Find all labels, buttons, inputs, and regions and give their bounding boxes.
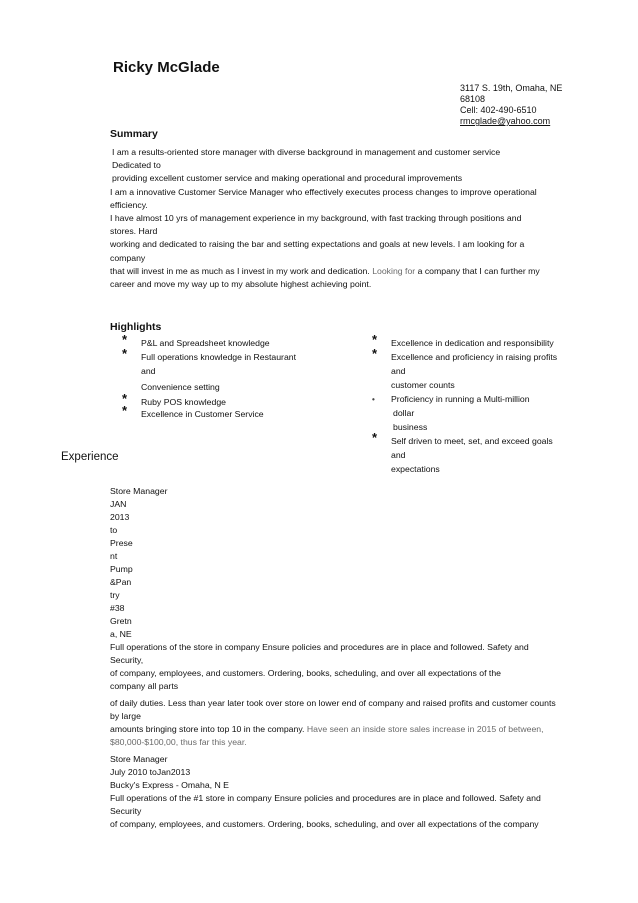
summary-text-grey: Looking for xyxy=(372,265,416,276)
job-header-line: JAN xyxy=(110,499,127,509)
job-desc-line: of company, employees, and customers. Ordering, books, scheduling, and over all expectations of the company xyxy=(110,819,539,829)
contact-block xyxy=(460,83,562,127)
highlight-continuation: Convenience setting xyxy=(141,382,220,392)
highlight-continuation: business xyxy=(393,422,428,432)
job-desc-text: amounts bringing store into top 10 in the company. xyxy=(110,724,307,734)
job-desc-text-grey: Have seen an inside store sales increase in 2015 of between, xyxy=(306,724,544,734)
job-desc-line: of daily duties. Less than year later took over store on lower end of company and raised profits and customer counts xyxy=(110,698,556,708)
highlight-text: Excellence and proficiency in raising profits xyxy=(391,352,558,362)
summary-line: efficiency. xyxy=(110,199,148,210)
job-desc-line: of company, employees, and customers. Ordering, books, scheduling, and over all expectations of the xyxy=(110,668,501,678)
job-desc-line: Security, xyxy=(110,655,144,665)
email-link[interactable]: rmcglade@yahoo.com xyxy=(460,116,551,126)
job-desc-line: Security xyxy=(110,806,142,816)
job-header-line: nt xyxy=(110,551,118,561)
summary-section xyxy=(110,146,580,291)
bullet-dot-icon: • xyxy=(372,395,375,404)
job-header-line: try xyxy=(110,590,120,600)
highlight-text: Full operations knowledge in Restaurant xyxy=(141,352,297,362)
highlight-continuation: expectations xyxy=(391,464,440,474)
job-entry-1 xyxy=(110,485,580,749)
job-header-line: Gretn xyxy=(110,616,132,626)
job-header-line: a, NE xyxy=(110,629,132,639)
experience-heading: Experience xyxy=(61,451,119,463)
highlight-item xyxy=(122,346,342,364)
job-header-line: Store Manager xyxy=(110,486,168,496)
highlight-text: Proficiency in running a Multi-million xyxy=(391,394,530,404)
job-header-line: Prese xyxy=(110,538,133,548)
highlights-left-column xyxy=(122,332,342,420)
job-desc-line: by large xyxy=(110,711,141,721)
highlight-item xyxy=(372,430,592,448)
summary-line: I have almost 10 yrs of management experience in my background, with fast tracking through positions and xyxy=(110,213,522,224)
highlight-continuation: and xyxy=(391,450,406,460)
highlight-item xyxy=(122,332,342,350)
highlights-heading: Highlights xyxy=(110,321,162,333)
job-desc-line: Full operations of the #1 store in company Ensure policies and procedures are in place and followed. Safety and xyxy=(110,793,541,803)
summary-heading: Summary xyxy=(110,128,158,140)
summary-text: a company that I can further my xyxy=(415,265,540,276)
job-desc-line: company all parts xyxy=(110,681,179,691)
highlight-item xyxy=(122,403,342,420)
bullet-star-icon: * xyxy=(122,346,128,361)
highlight-text: P&L and Spreadsheet knowledge xyxy=(141,338,270,348)
bullet-star-icon: * xyxy=(372,346,378,361)
address-line-2: 68108 xyxy=(460,94,486,104)
summary-line: I am a innovative Customer Service Manager who effectively executes process changes to improve operational xyxy=(110,186,537,197)
summary-line: career and move my way up to my absolute highest achieving point. xyxy=(110,279,372,290)
bullet-star-icon: * xyxy=(372,430,378,445)
highlight-text: Ruby POS knowledge xyxy=(141,397,226,407)
bullet-star-icon: * xyxy=(372,332,378,347)
job-header-line: to xyxy=(110,525,118,535)
highlight-item xyxy=(372,332,592,350)
highlight-item xyxy=(122,391,342,408)
highlight-continuation: and xyxy=(391,366,406,376)
job-header-line: Pump xyxy=(110,564,133,574)
summary-line: providing excellent customer service and making operational and procedural improvements xyxy=(112,173,463,184)
candidate-name: Ricky McGlade xyxy=(113,59,220,76)
job-header-line: #38 xyxy=(110,603,125,613)
bullet-star-icon: * xyxy=(122,332,128,347)
job-dates: July 2010 toJan2013 xyxy=(110,767,191,777)
job-employer: Bucky's Express - Omaha, N E xyxy=(110,780,229,790)
highlight-text: Excellence in Customer Service xyxy=(141,409,264,419)
summary-line: company xyxy=(110,252,146,263)
highlight-continuation: customer counts xyxy=(391,380,455,390)
summary-line: working and dedicated to raising the bar and setting expectations and goals at new levels. I am looking for a xyxy=(110,239,525,250)
highlight-text: Excellence in dedication and responsibility xyxy=(391,338,554,348)
summary-line: I am a results-oriented store manager with diverse background in management and customer service xyxy=(112,147,501,157)
summary-text: that will invest in me as much as I invest in my work and dedication. xyxy=(110,265,373,276)
summary-line: stores. Hard xyxy=(110,226,158,237)
highlight-continuation: dollar xyxy=(393,408,415,418)
job-title: Store Manager xyxy=(110,754,168,764)
highlight-item xyxy=(372,346,592,364)
highlight-item xyxy=(372,392,592,406)
bullet-star-icon: * xyxy=(122,403,128,418)
highlights-right-column xyxy=(372,332,592,476)
job-desc-line: Full operations of the store in company Ensure policies and procedures are in place and followed. Safety and xyxy=(110,642,529,652)
job-entry-2 xyxy=(110,753,580,831)
summary-line: Dedicated to xyxy=(112,160,161,171)
highlight-continuation: and xyxy=(141,366,156,376)
job-desc-line: $80,000-$100,00, thus far this year. xyxy=(110,737,247,747)
job-desc-line xyxy=(110,723,580,736)
summary-line xyxy=(110,265,580,278)
bullet-star-icon: * xyxy=(122,391,128,406)
cell-phone: Cell: 402-490-6510 xyxy=(460,105,537,115)
address-line-1: 3117 S. 19th, Omaha, NE xyxy=(460,83,563,93)
job-header-line: &Pan xyxy=(110,577,132,587)
highlight-text: Self driven to meet, set, and exceed goals xyxy=(391,436,553,446)
job-header-line: 2013 xyxy=(110,512,130,522)
